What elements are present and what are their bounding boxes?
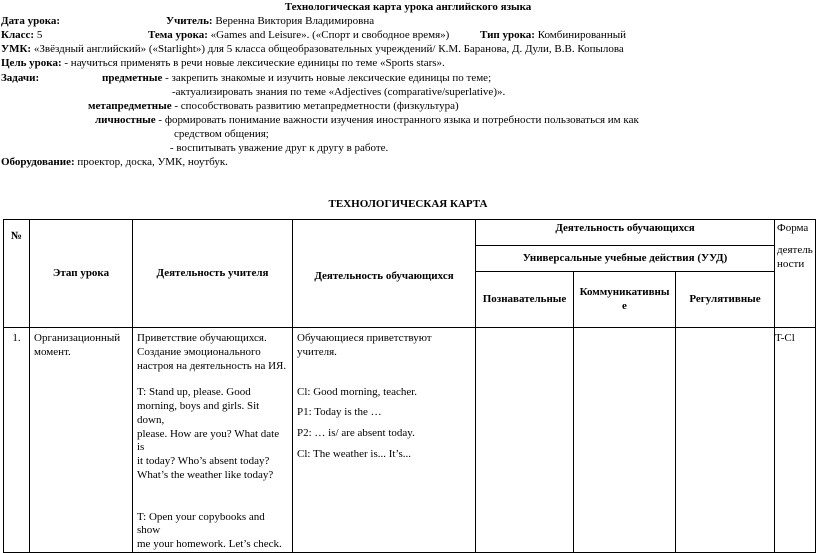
header-teacher-activity: Деятельность учителя <box>133 220 293 328</box>
subject-label: предметные <box>102 72 163 84</box>
header-student-activity-group: Деятельность обучающихся <box>476 220 775 246</box>
header-form-line-1: Форма <box>777 222 809 234</box>
date-line <box>1 15 60 29</box>
meta-label: метапредметные <box>88 100 172 112</box>
row1-teacher-line-7: it today? Who’s absent today? <box>137 455 270 467</box>
personal-label: личностные <box>95 114 156 126</box>
personal-tasks-line <box>95 114 639 128</box>
row1-student-line-1: Обучающиеся приветствуют учителя. <box>297 332 432 358</box>
row1-cognitive <box>476 328 574 553</box>
type-label: Тип урока: <box>480 29 535 41</box>
header-form <box>775 220 816 328</box>
section-title: ТЕХНОЛОГИЧЕСКАЯ КАРТА <box>328 198 488 210</box>
tasks-label: Задачи: <box>1 72 40 84</box>
row1-teacher-line-3: настроя на деятельность на ИЯ. <box>137 359 287 372</box>
row1-stage-line-2: момент. <box>34 345 71 358</box>
row1-student-line-5: Cl: The weather is... It’s... <box>297 447 412 460</box>
subject-task-1: - закрепить знакомые и изучить новые лексические единицы по теме; <box>162 72 492 84</box>
row1-teacher-line-1: Приветствие обучающихся. <box>137 332 267 344</box>
header-communicative <box>574 272 676 328</box>
teacher-value: Веренна Виктория Владимировна <box>215 15 375 27</box>
header-communicative-line-2: е <box>622 299 627 312</box>
equipment-line <box>1 156 228 170</box>
teacher-label: Учитель: <box>166 15 213 27</box>
topic-line <box>148 29 449 43</box>
subject-task-2: -актуализировать знания по теме «Adjectives (comparative/superlative)». <box>172 86 506 98</box>
row1-student-line-3: P1: Today is the … <box>297 406 382 419</box>
header-uud: Универсальные учебные действия (УУД) <box>476 246 775 272</box>
header-communicative-line-1: Коммуникативны <box>579 285 670 298</box>
row1-form: T-Cl <box>775 328 816 553</box>
personal-task-3: - воспитывать уважение друг к другу в работе. <box>170 142 389 154</box>
type-value: Комбинированный <box>537 29 626 41</box>
equipment-value: проектор, доска, УМК, ноутбук. <box>74 156 228 168</box>
personal-task-1: - формировать понимание важности изучения иностранного языка и потребности пользоваться им как <box>155 114 639 126</box>
subject-tasks-line <box>102 72 491 86</box>
row1-student-line-2: Cl: Good morning, teacher. <box>297 385 418 398</box>
header-regulative: Регулятивные <box>676 272 775 328</box>
topic-value: «Games and Leisure». («Спорт и свободное время») <box>210 29 450 41</box>
umk-value: «Звёздный английский» («Starlight») для 5 класса общеобразовательных учреждений/ К.М. Баранова, Д. Дули, В.В. Копылова <box>33 43 624 55</box>
class-value: 5 <box>36 29 43 41</box>
row1-communicative <box>574 328 676 553</box>
header-form-line-3: ности <box>777 257 805 270</box>
header-student-activity: Деятельность обучающихся <box>293 220 476 328</box>
type-line <box>480 29 626 43</box>
header-form-line-2: деятель <box>777 243 813 256</box>
row1-teacher-line-9: T: Open your copybooks and show <box>137 510 265 537</box>
document-title: Технологическая карта урока английского языка <box>284 1 532 13</box>
row1-stage-line-1: Организационный <box>34 332 121 344</box>
row1-teacher-line-8: What’s the weather like today? <box>137 468 274 481</box>
table-row <box>4 328 816 553</box>
class-line <box>1 29 42 43</box>
meta-value: - способствовать развитию метапредметности (физкультура) <box>171 100 459 112</box>
row1-teacher-line-5: morning, boys and girls. Sit down, <box>137 400 260 426</box>
umk-line <box>1 43 624 57</box>
goal-label: Цель урока: <box>1 57 62 69</box>
date-label: Дата урока: <box>1 15 61 27</box>
row1-teacher-line-2: Создание эмоционального <box>137 345 261 358</box>
header-stage: Этап урока <box>30 220 133 328</box>
equipment-label: Оборудование: <box>1 156 75 168</box>
row1-student <box>293 328 476 553</box>
header-num: № <box>4 220 30 328</box>
tech-map-table <box>3 219 816 553</box>
row1-regulative <box>676 328 775 553</box>
row1-stage <box>30 328 133 553</box>
row1-teacher-line-10: me your homework. Let’s check. <box>137 538 282 550</box>
topic-label: Тема урока: <box>148 29 208 41</box>
personal-task-2: средством общения; <box>174 128 269 140</box>
tasks-line <box>1 72 39 86</box>
row1-teacher-line-6: please. How are you? What date is <box>137 427 280 454</box>
goal-value: - научиться применять в речи новые лексические единицы по теме «Sports stars». <box>61 57 445 69</box>
row1-student-line-4: P2: … is/ are absent today. <box>297 427 415 439</box>
header-cognitive: Познавательные <box>476 272 574 328</box>
teacher-line <box>166 15 374 29</box>
row1-teacher <box>133 328 293 553</box>
class-label: Класс: <box>1 29 35 41</box>
umk-label: УМК: <box>1 43 32 55</box>
meta-tasks-line <box>88 100 459 114</box>
row1-num: 1. <box>4 328 30 553</box>
row1-teacher-line-4: T: Stand up, please. Good <box>137 386 251 399</box>
goal-line <box>1 57 445 71</box>
